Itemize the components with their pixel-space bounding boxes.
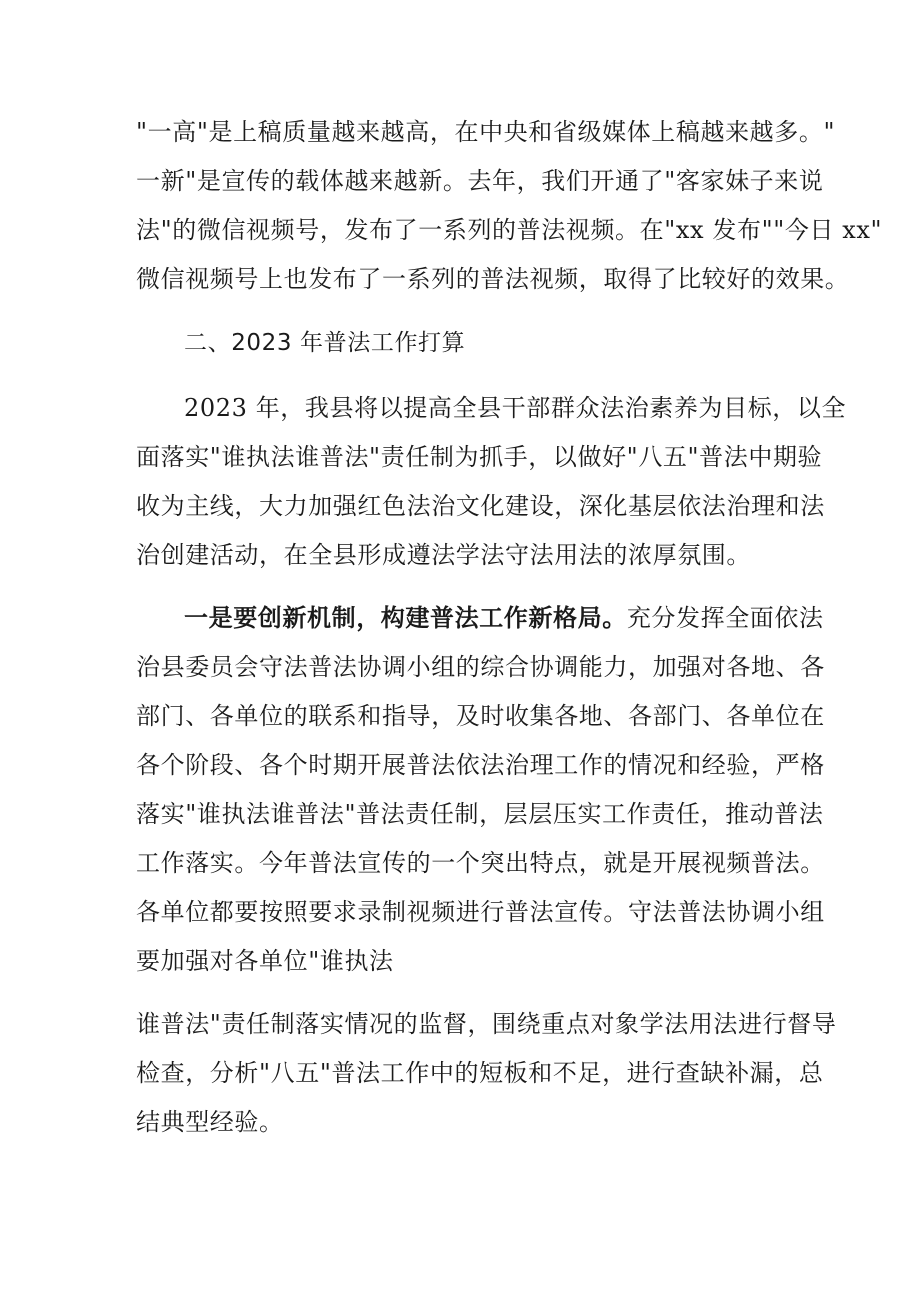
paragraph-1-line-3: 法"的微信视频号，发布了一系列的普法视频。在"xx 发布""今日 xx"	[136, 216, 883, 244]
section-heading: 二、2023 年普法工作打算	[184, 330, 466, 356]
paragraph-1-line-4: 微信视频号上也发布了一系列的普法视频，取得了比较好的效果。	[136, 265, 850, 293]
paragraph-3-line-6: 工作落实。今年普法宣传的一个突出特点，就是开展视频普法。	[136, 849, 825, 877]
paragraph-4-line-3: 结典型经验。	[136, 1108, 284, 1136]
paragraph-3-line-8: 要加强对各单位"谁执法	[136, 947, 394, 975]
paragraph-2-line-3: 收为主线，大力加强红色法治文化建设，深化基层依法治理和法	[136, 492, 825, 520]
paragraph-3-line-7: 各单位都要按照要求录制视频进行普法宣传。守法普法协调小组	[136, 898, 825, 926]
paragraph-4-line-2: 检查，分析"八五"普法工作中的短板和不足，进行查缺补漏，总	[136, 1059, 824, 1087]
paragraph-2-line-1: 2023 年，我县将以提高全县干部群众法治素养为目标，以全	[184, 394, 847, 422]
paragraph-3-line-1-rest: 充分发挥全面依法	[626, 604, 824, 632]
paragraph-1-line-1: "一高"是上稿质量越来越高，在中央和省级媒体上稿越来越多。"	[136, 118, 836, 146]
paragraph-3-line-1	[184, 603, 824, 633]
paragraph-3-line-3: 部门、各单位的联系和指导，及时收集各地、各部门、各单位在	[136, 702, 825, 730]
paragraph-3-lead: 一是要创新机制，构建普法工作新格局。	[184, 603, 627, 632]
paragraph-3-line-4: 各个阶段、各个时期开展普法依法治理工作的情况和经验，严格	[136, 751, 825, 779]
paragraph-3-line-2: 治县委员会守法普法协调小组的综合协调能力，加强对各地、各	[136, 653, 825, 681]
paragraph-1-line-2: 一新"是宣传的载体越来越新。去年，我们开通了"客家妹子来说	[136, 167, 824, 195]
paragraph-4-line-1: 谁普法"责任制落实情况的监督，围绕重点对象学法用法进行督导	[136, 1010, 837, 1038]
paragraph-2-line-2: 面落实"谁执法谁普法"责任制为抓手，以做好"八五"普法中期验	[136, 443, 823, 471]
paragraph-3-line-5: 落实"谁执法谁普法"普法责任制，层层压实工作责任，推动普法	[136, 800, 824, 828]
paragraph-2-line-4: 治创建活动，在全县形成遵法学法守法用法的浓厚氛围。	[136, 541, 751, 569]
